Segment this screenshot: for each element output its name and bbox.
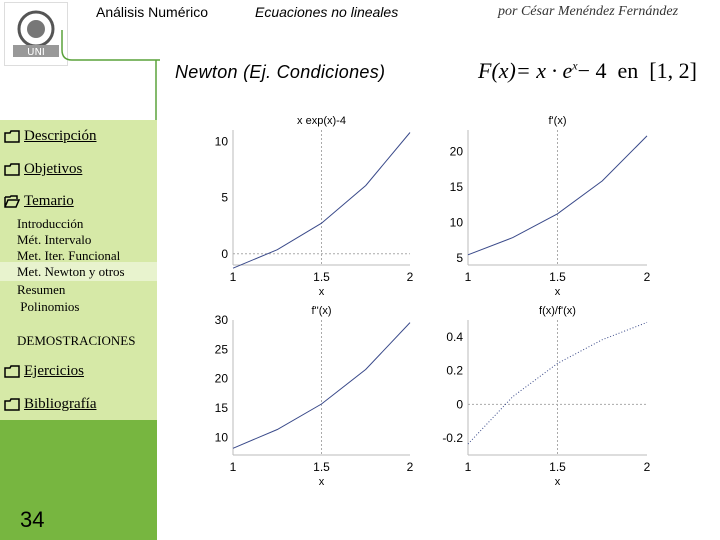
sidebar-subitem[interactable]: Resumen	[17, 282, 66, 297]
header-topic: Ecuaciones no lineales	[255, 4, 399, 20]
y-tick-label: 15	[449, 179, 463, 194]
y-tick-label: 0.4	[446, 329, 463, 344]
y-tick-label: 5	[221, 190, 228, 205]
y-tick-label: 30	[214, 313, 228, 327]
x-tick-label: 1.5	[313, 460, 330, 474]
x-tick-label: 1.5	[549, 460, 566, 474]
plot-f	[200, 110, 430, 300]
header-bar	[0, 0, 720, 30]
formula: $F(x)= x \cdot e^x- 4$ en [1, 2]	[478, 58, 697, 83]
plot-ratio	[435, 300, 665, 495]
x-tick-label: 2	[406, 270, 414, 284]
folder-icon	[4, 365, 20, 378]
x-tick-label: 2	[406, 460, 414, 474]
plot-title: f(x)/f'(x)	[539, 305, 576, 317]
plot-fprime	[435, 110, 665, 300]
x-axis-label: x	[554, 286, 561, 298]
y-tick-label: -0.2	[442, 431, 463, 446]
page-number: 34	[20, 507, 45, 532]
sidebar-item-descripcion[interactable]: Descripción	[4, 128, 96, 145]
x-tick-label: 2	[643, 460, 651, 474]
x-tick-label: 1.5	[313, 270, 330, 284]
y-tick-label: 20	[449, 144, 463, 159]
plot-fsecond	[200, 300, 430, 495]
x-tick-label: 2	[643, 270, 651, 284]
folder-icon	[4, 163, 20, 176]
open-folder-icon	[4, 195, 20, 208]
decorative-curve	[60, 30, 170, 130]
y-tick-label: 0.2	[446, 363, 463, 378]
plot-title: f''(x)	[311, 305, 332, 317]
x-axis-label: x	[318, 286, 325, 298]
plot-title: f'(x)	[548, 115, 567, 127]
x-axis-label: x	[554, 476, 561, 488]
sidebar-subitem-active[interactable]: Met. Newton y otros	[17, 264, 125, 279]
sidebar-subitem[interactable]: Polinomios	[17, 299, 80, 314]
plot-title: x exp(x)-4	[297, 115, 346, 127]
x-axis-label: x	[318, 476, 325, 488]
x-tick-label: 1	[464, 270, 472, 284]
sidebar-item-temario[interactable]: Temario	[4, 193, 74, 210]
x-tick-label: 1	[229, 460, 237, 474]
svg-text:UNI: UNI	[27, 47, 45, 58]
x-tick-label: 1	[464, 460, 472, 474]
y-tick-label: 10	[449, 215, 463, 230]
x-tick-label: 1.5	[549, 270, 566, 284]
header-author: por César Menéndez Fernández	[498, 4, 679, 19]
slide-title: Newton (Ej. Condiciones)	[175, 62, 386, 82]
university-logo	[4, 2, 68, 66]
folder-icon	[4, 398, 20, 411]
sidebar-item-bibliografia[interactable]: Bibliografía	[4, 396, 96, 413]
header-subject: Análisis Numérico	[96, 4, 209, 20]
y-tick-label: 0	[221, 246, 228, 261]
y-tick-label: 10	[214, 430, 228, 445]
folder-icon	[4, 130, 20, 143]
y-tick-label: 25	[214, 342, 228, 357]
x-tick-label: 1	[229, 270, 237, 284]
sidebar-subitem[interactable]: Met. Iter. Funcional	[17, 248, 121, 263]
demos-link[interactable]: DEMOSTRACIONES	[17, 333, 136, 348]
sidebar-item-objetivos[interactable]: Objetivos	[4, 161, 82, 178]
sidebar-item-ejercicios[interactable]: Ejercicios	[4, 363, 84, 380]
sidebar-subitem[interactable]: Mét. Intervalo	[17, 232, 92, 247]
sidebar-subitem[interactable]: Introducción	[17, 216, 84, 231]
y-tick-label: 5	[456, 250, 463, 265]
y-tick-label: 15	[214, 401, 228, 416]
y-tick-label: 20	[214, 371, 228, 386]
y-tick-label: 10	[214, 134, 228, 149]
y-tick-label: 0	[456, 397, 463, 412]
